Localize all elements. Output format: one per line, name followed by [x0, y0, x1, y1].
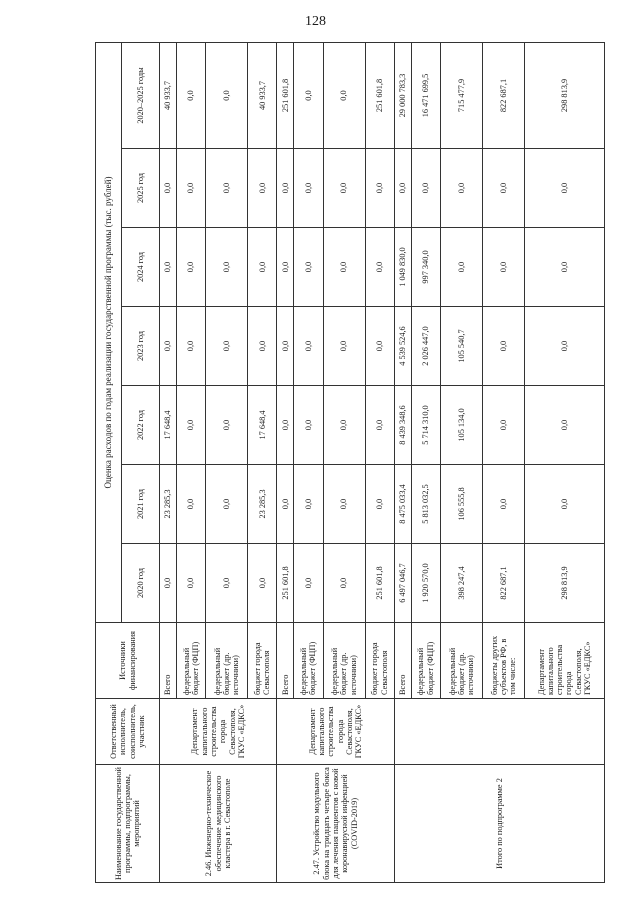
funding-source: федеральный бюджет (др. источники) — [206, 623, 248, 699]
funding-source: федеральный бюджет (др. источники) — [323, 623, 365, 699]
expense-value: 0,0 — [206, 307, 248, 386]
page-number: 128 — [305, 14, 326, 29]
expense-value: 16 471 699,5 — [411, 43, 440, 149]
table-body — [160, 43, 605, 883]
funding-source: федеральный бюджет (ФЦП) — [176, 623, 205, 699]
expense-value: 5 813 032,5 — [411, 465, 440, 544]
expense-value: 0,0 — [176, 386, 205, 465]
expense-value: 0,0 — [323, 149, 365, 228]
header-executor: Ответственный исполнитель, соисполнитель, участник — [96, 699, 160, 765]
header-year: 2023 год — [122, 307, 160, 386]
expense-value: 29 000 783,3 — [394, 43, 411, 149]
expense-value: 997 340,0 — [411, 228, 440, 307]
funding-source: Всего — [277, 623, 294, 699]
expense-value: 0,0 — [176, 544, 205, 623]
expense-value: 298 813,9 — [524, 544, 604, 623]
expense-value: 0,0 — [176, 228, 205, 307]
expense-value: 0,0 — [524, 465, 604, 544]
expense-value: 0,0 — [365, 228, 394, 307]
funding-source: Всего — [160, 623, 177, 699]
header-year: 2025 год — [122, 149, 160, 228]
expense-value: 8 475 033,4 — [394, 465, 411, 544]
expense-value: 0,0 — [482, 386, 524, 465]
expense-value: 822 687,1 — [482, 43, 524, 149]
expense-value: 4 539 524,6 — [394, 307, 411, 386]
expense-value: 0,0 — [160, 149, 177, 228]
funding-source: федеральный бюджет (ФЦП) — [294, 623, 323, 699]
measure-name: 2.47. Устройство модульного блока на тридцать четыре бокса для лечения пациентов с новой коронавирусной инфекцией (COVID-2019) — [277, 765, 394, 883]
funding-source: федеральный бюджет (др. источники) — [440, 623, 482, 699]
expense-value: 0,0 — [294, 43, 323, 149]
expense-value: 23 285,3 — [248, 465, 277, 544]
expense-value: 0,0 — [206, 465, 248, 544]
expense-value: 298 813,9 — [524, 43, 604, 149]
funding-source: бюджеты других субъектов РФ, в том числе: — [482, 623, 524, 699]
expense-value: 398 247,4 — [440, 544, 482, 623]
expense-value: 251 601,8 — [365, 43, 394, 149]
header-year: 2020 год — [122, 544, 160, 623]
expense-value: 1 049 830,0 — [394, 228, 411, 307]
expense-value: 0,0 — [206, 149, 248, 228]
expense-value: 105 134,0 — [440, 386, 482, 465]
expense-value: 0,0 — [524, 228, 604, 307]
expense-value: 0,0 — [524, 149, 604, 228]
header-year: 2024 год — [122, 228, 160, 307]
expense-value: 0,0 — [176, 465, 205, 544]
expense-value: 8 439 348,6 — [394, 386, 411, 465]
expense-value: 0,0 — [294, 228, 323, 307]
header-year: 2022 год — [122, 386, 160, 465]
expense-value: 0,0 — [323, 386, 365, 465]
header-estimate: Оценка расходов по годам реализации государственной программы (тыс. рублей) — [96, 43, 122, 623]
header-name: Наименование государственной программы, подпрограммы, мероприятий — [96, 765, 160, 883]
expense-value: 251 601,8 — [277, 544, 294, 623]
expense-value: 822 687,1 — [482, 544, 524, 623]
expense-value: 0,0 — [440, 149, 482, 228]
header-year: 2021 год — [122, 465, 160, 544]
expense-value: 715 477,9 — [440, 43, 482, 149]
rotated-table-wrapper — [95, 43, 605, 883]
measure-executor: Департамент капитального строительства города Севастополя, ГКУС «ЕДКС» — [277, 699, 394, 765]
measure-name: Итого по подпрограмме 2 — [394, 765, 604, 883]
expense-value: 0,0 — [294, 544, 323, 623]
expense-value: 0,0 — [294, 465, 323, 544]
expense-value: 0,0 — [248, 228, 277, 307]
expense-value: 0,0 — [482, 465, 524, 544]
expense-value: 0,0 — [365, 465, 394, 544]
expense-value: 40 933,7 — [160, 43, 177, 149]
expense-value: 0,0 — [524, 386, 604, 465]
budget-table — [95, 42, 605, 883]
expense-value: 0,0 — [294, 307, 323, 386]
expense-value: 0,0 — [294, 149, 323, 228]
expense-value: 0,0 — [277, 228, 294, 307]
expense-value: 40 933,7 — [248, 43, 277, 149]
expense-value: 0,0 — [294, 386, 323, 465]
table-row — [277, 43, 294, 883]
expense-value: 0,0 — [323, 465, 365, 544]
header-year: 2020–2025 годы — [122, 43, 160, 149]
expense-value: 0,0 — [365, 149, 394, 228]
expense-value: 106 555,8 — [440, 465, 482, 544]
expense-value: 17 648,4 — [248, 386, 277, 465]
funding-source: федеральный бюджет (ФЦП) — [411, 623, 440, 699]
expense-value: 0,0 — [277, 386, 294, 465]
expense-value: 0,0 — [365, 386, 394, 465]
table-row — [394, 43, 411, 883]
expense-value: 0,0 — [206, 43, 248, 149]
expense-value: 0,0 — [160, 307, 177, 386]
measure-executor: Департамент капитального строительства города Севастополя, ГКУС «ЕДКС» — [160, 699, 277, 765]
expense-value: 0,0 — [206, 228, 248, 307]
expense-value: 0,0 — [482, 228, 524, 307]
expense-value: 0,0 — [323, 228, 365, 307]
expense-value: 0,0 — [277, 149, 294, 228]
funding-source: Департамент капитального строительства города Севастополя, ГКУС «ЕДКС» — [524, 623, 604, 699]
expense-value: 1 920 570,0 — [411, 544, 440, 623]
expense-value: 0,0 — [411, 149, 440, 228]
expense-value: 6 497 046,7 — [394, 544, 411, 623]
expense-value: 251 601,8 — [365, 544, 394, 623]
expense-value: 0,0 — [323, 544, 365, 623]
expense-value: 0,0 — [277, 307, 294, 386]
expense-value: 0,0 — [323, 307, 365, 386]
funding-source: Всего — [394, 623, 411, 699]
expense-value: 105 540,7 — [440, 307, 482, 386]
expense-value: 0,0 — [206, 544, 248, 623]
expense-value: 0,0 — [365, 307, 394, 386]
expense-value: 0,0 — [248, 307, 277, 386]
funding-source: бюджет города Севастополя — [365, 623, 394, 699]
expense-value: 0,0 — [176, 43, 205, 149]
expense-value: 0,0 — [248, 149, 277, 228]
expense-value: 0,0 — [394, 149, 411, 228]
funding-source: бюджет города Севастополя — [248, 623, 277, 699]
measure-executor — [394, 699, 604, 765]
expense-value: 0,0 — [176, 307, 205, 386]
expense-value: 0,0 — [277, 465, 294, 544]
expense-value: 251 601,8 — [277, 43, 294, 149]
expense-value: 0,0 — [176, 149, 205, 228]
expense-value: 17 648,4 — [160, 386, 177, 465]
expense-value: 0,0 — [160, 228, 177, 307]
expense-value: 2 026 447,0 — [411, 307, 440, 386]
expense-value: 0,0 — [323, 43, 365, 149]
expense-value: 0,0 — [440, 228, 482, 307]
table-row — [160, 43, 177, 883]
expense-value: 0,0 — [206, 386, 248, 465]
expense-value: 0,0 — [160, 544, 177, 623]
expense-value: 0,0 — [248, 544, 277, 623]
expense-value: 23 285,3 — [160, 465, 177, 544]
header-source: Источники финансирования — [96, 623, 160, 699]
measure-name: 2.46. Инженерно-техническое обеспечение медицинского кластера в г. Севастополе — [160, 765, 277, 883]
expense-value: 0,0 — [524, 307, 604, 386]
expense-value: 0,0 — [482, 149, 524, 228]
expense-value: 0,0 — [482, 307, 524, 386]
expense-value: 5 714 310,0 — [411, 386, 440, 465]
